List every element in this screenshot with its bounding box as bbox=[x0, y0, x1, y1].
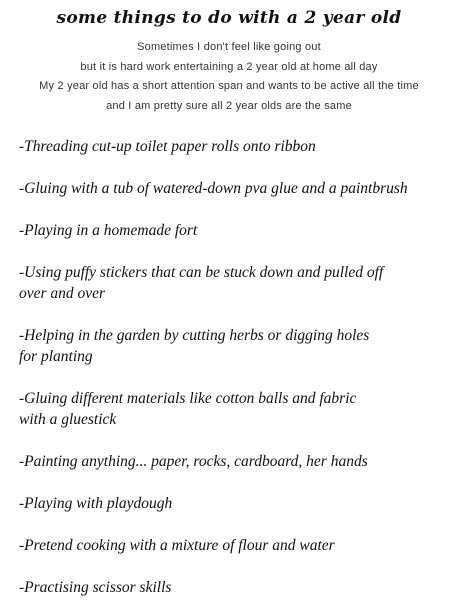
intro-line: but it is hard work entertaining a 2 year old at home all day bbox=[80, 60, 378, 73]
list-item-line: -Gluing with a tub of watered-down pva glue and a paintbrush bbox=[19, 180, 408, 197]
list-item bbox=[19, 262, 459, 304]
list-item-line: -Painting anything... paper, rocks, cardboard, her hands bbox=[19, 453, 368, 470]
intro-paragraph bbox=[0, 38, 458, 116]
list-item bbox=[19, 325, 459, 367]
intro-line: and I am pretty sure all 2 year olds are the same bbox=[106, 99, 352, 112]
list-item bbox=[19, 451, 459, 472]
list-item-line: -Using puffy stickers that can be stuck down and pulled off bbox=[19, 264, 384, 281]
list-item-line: with a gluestick bbox=[19, 411, 117, 428]
list-item bbox=[19, 388, 459, 430]
list-item-line: -Gluing different materials like cotton balls and fabric bbox=[19, 390, 357, 407]
list-item bbox=[19, 178, 459, 199]
list-item-line: -Threading cut-up toilet paper rolls onto ribbon bbox=[19, 138, 316, 155]
intro-line: Sometimes I don't feel like going out bbox=[137, 41, 321, 53]
list-item-line: -Playing with playdough bbox=[19, 495, 173, 512]
page-title: some things to do with a 2 year old bbox=[56, 8, 402, 28]
list-item-line: -Pretend cooking with a mixture of flour and water bbox=[19, 537, 335, 554]
list-item bbox=[19, 136, 459, 157]
list-item bbox=[19, 493, 459, 514]
list-item-line: over and over bbox=[19, 285, 106, 302]
intro-line: My 2 year old has a short attention span and wants to be active all the time bbox=[39, 80, 419, 92]
list-item-line: -Helping in the garden by cutting herbs or digging holes bbox=[19, 327, 370, 344]
list-item bbox=[19, 535, 459, 556]
list-item-line: -Playing in a homemade fort bbox=[19, 222, 198, 239]
list-item-line: -Practising scissor skills bbox=[19, 579, 172, 596]
list-item-line: for planting bbox=[19, 348, 93, 365]
list-item bbox=[19, 220, 459, 241]
list-item bbox=[19, 577, 459, 598]
